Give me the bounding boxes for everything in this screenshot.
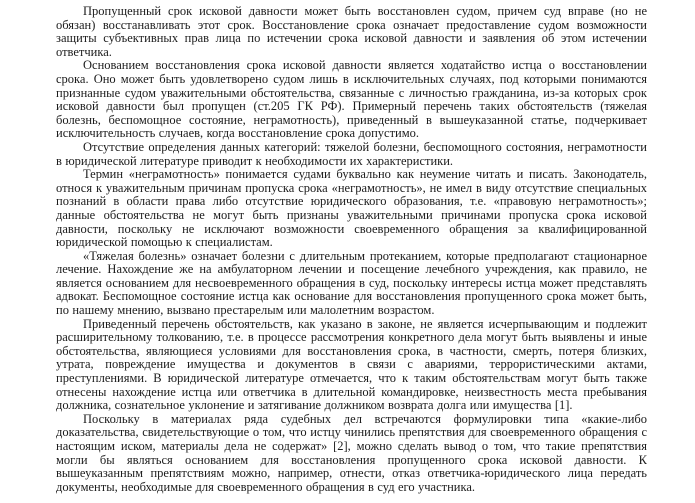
- paragraph-serious-illness: «Тяжелая болезнь» означает болезни с длительным протеканием, которые предполагают стационарное лечение. Нахождение же на амбулаторном лечении и посещение лечебного учреждения, как правило, не является основанием для несвоевременного обращения в суд, поскольку интересы истца может представлять адвокат. Беспомощное состояние истца как основание для восстановления пропущенного срока может быть, по нашему мнению, вызвано престарелым или малолетним возрастом.: [56, 248, 647, 318]
- paragraph-restoration-grounds: Основанием восстановления срока исковой давности является ходатайство истца о восстановлении срока. Оно может быть удовлетворено судом лишь в исключительных случаях, под которыми понимаются признанные судом уважительными обстоятельства, связанные с личностью гражданина, из-за которых срок исковой давности был пропущен (ст.205 ГК РФ). Примерный перечень таких обстоятельств (тяжелая болезнь, беспомощное состояние, неграмотность), приведенный в вышеуказанной статье, подчеркивает исключительность случаев, когда восстановление срока допустимо.: [56, 58, 647, 141]
- paragraph-restoration-intro: Пропущенный срок исковой давности может быть восстановлен судом, причем суд вправе (но не обязан) восстанавливать этот срок. Восстановление срока означает предоставление судом возможности защиты субъективных прав лица по истечении срока исковой давности и заявления об этом истечении ответчика.: [56, 4, 647, 59]
- paragraph-list-not-exhaustive: Приведенный перечень обстоятельств, как указано в законе, не является исчерпывающим и подлежит расширительному толкованию, т.е. в процессе рассмотрения конкретного дела могут быть выявлены и иные обстоятельства, являющиеся условиями для восстановления срока, в частности, смерть, потеря близких, утрата, повреждение имущества и документов в связи с авариями, террористическими актами, преступлениями. В юридической литературе отмечается, что к таким обстоятельствам могут быть также отнесены нахождение истца или ответчика в длительной командировке, неизвестность места пребывания должника, сознательное уклонение и затягивание должником возврата долга или имущества [1].: [56, 316, 647, 413]
- article-body-text: [56, 5, 647, 494]
- paragraph-categories-definition: Отсутствие определения данных категорий: тяжелой болезни, беспомощного состояния, неграмотности в юридической литературе приводит к необходимости их характеристики.: [56, 139, 647, 168]
- paragraph-court-case-wording: Поскольку в материалах ряда судебных дел встречаются формулировки типа «какие-либо доказательства, свидетельствующие о том, что истцу чинились препятствия для своевременного обращения с настоящим иском, материалы дела не содержат» [2], можно сделать вывод о том, что такие препятствия могли бы являться основанием для восстановления пропущенного срока исковой давности. К вышеуказанным препятствиям можно, например, отнести, отказ ответчика-юридического лица передать документы, необходимые для своевременного обращения в суд его участника.: [56, 411, 647, 494]
- paragraph-illiteracy-term: Термин «неграмотность» понимается судами буквально как неумение читать и писать. Законодатель, относя к уважительным причинам пропуска срока «неграмотность», не имел в виду отсутствие специальных познаний в области права либо отсутствие юридического образования, т.е. «правовую неграмотность»; данные обстоятельства не могут быть признаны уважительными причинами пропуска срока исковой давности, поскольку не исключают возможности своевременного обращения за квалифицированной юридической помощью к специалистам.: [56, 167, 647, 250]
